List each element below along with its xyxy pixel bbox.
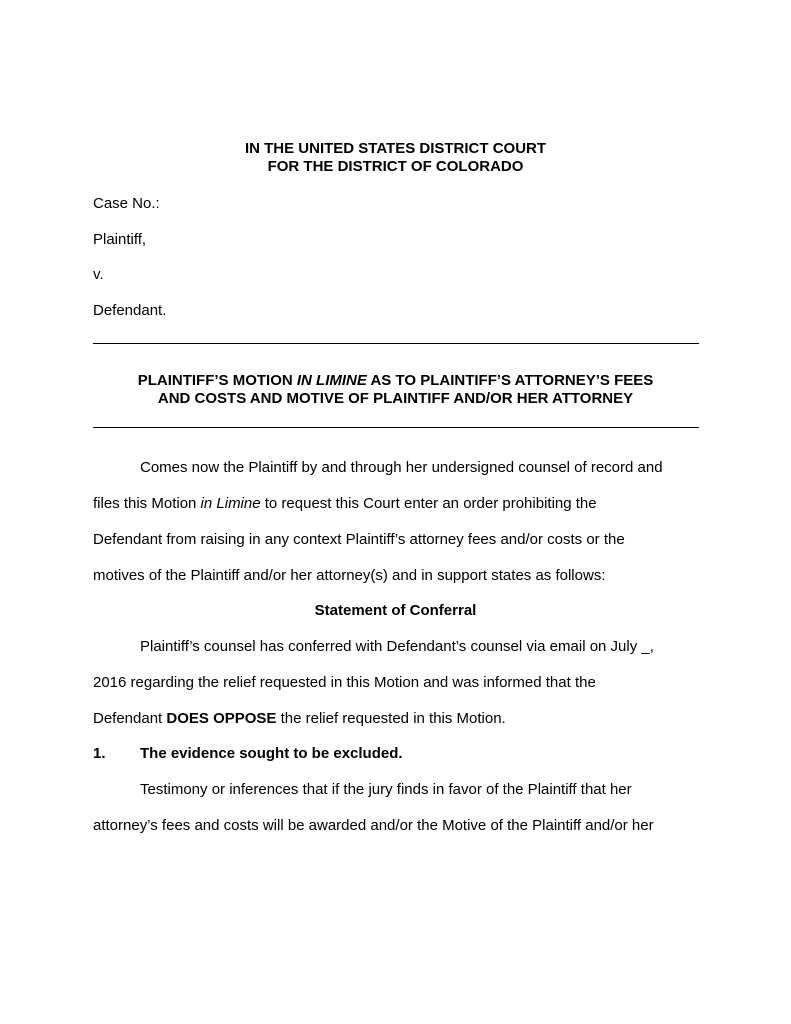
conferral-line2: 2016 regarding the relief requested in this Motion and was informed that the: [93, 674, 596, 691]
motion-title-part-b: AS TO PLAINTIFF’S ATTORNEY’S FEES: [366, 372, 654, 389]
caption-divider-top: [93, 343, 699, 344]
section1-number: 1.: [93, 745, 106, 762]
court-heading-line2: FOR THE DISTRICT OF COLORADO: [267, 158, 524, 175]
intro-line2: [93, 495, 597, 512]
intro-line2-part-b: to request this Court enter an order prohibiting the: [260, 495, 597, 512]
conferral-line3-bold: DOES OPPOSE: [166, 710, 277, 727]
plaintiff-label: Plaintiff,: [93, 231, 147, 248]
case-number-label: Case No.:: [93, 195, 160, 212]
intro-line2-part-a: files this Motion: [93, 495, 201, 512]
intro-line4: motives of the Plaintiff and/or her attorney(s) and in support states as follows:: [93, 567, 606, 584]
section1-heading: The evidence sought to be excluded.: [140, 745, 403, 762]
conferral-line3-part-a: Defendant: [93, 710, 167, 727]
conferral-heading: Statement of Conferral: [314, 602, 477, 619]
conferral-line3: [93, 710, 506, 727]
intro-line2-italic: in Limine: [200, 495, 261, 512]
court-heading-line1: IN THE UNITED STATES DISTRICT COURT: [244, 140, 547, 157]
motion-title-part-a: PLAINTIFF’S MOTION: [137, 372, 297, 389]
motion-title-line1: [0, 372, 791, 389]
versus-label: v.: [93, 266, 104, 283]
conferral-line3-part-b: the relief requested in this Motion.: [276, 710, 506, 727]
motion-title-italic: IN LIMINE: [296, 372, 367, 389]
intro-line1: Comes now the Plaintiff by and through her undersigned counsel of record and: [140, 459, 663, 476]
conferral-line1: Plaintiff’s counsel has conferred with Defendant’s counsel via email on July _,: [140, 638, 654, 655]
defendant-label: Defendant.: [93, 302, 167, 319]
intro-line3: Defendant from raising in any context Plaintiff’s attorney fees and/or costs or the: [93, 531, 625, 548]
section1-line2: attorney’s fees and costs will be awarded and/or the Motive of the Plaintiff and/or her: [93, 817, 654, 834]
caption-divider-bottom: [93, 427, 699, 428]
motion-title-line2: AND COSTS AND MOTIVE OF PLAINTIFF AND/OR HER ATTORNEY: [157, 390, 634, 407]
section1-line1: Testimony or inferences that if the jury finds in favor of the Plaintiff that her: [140, 781, 632, 798]
